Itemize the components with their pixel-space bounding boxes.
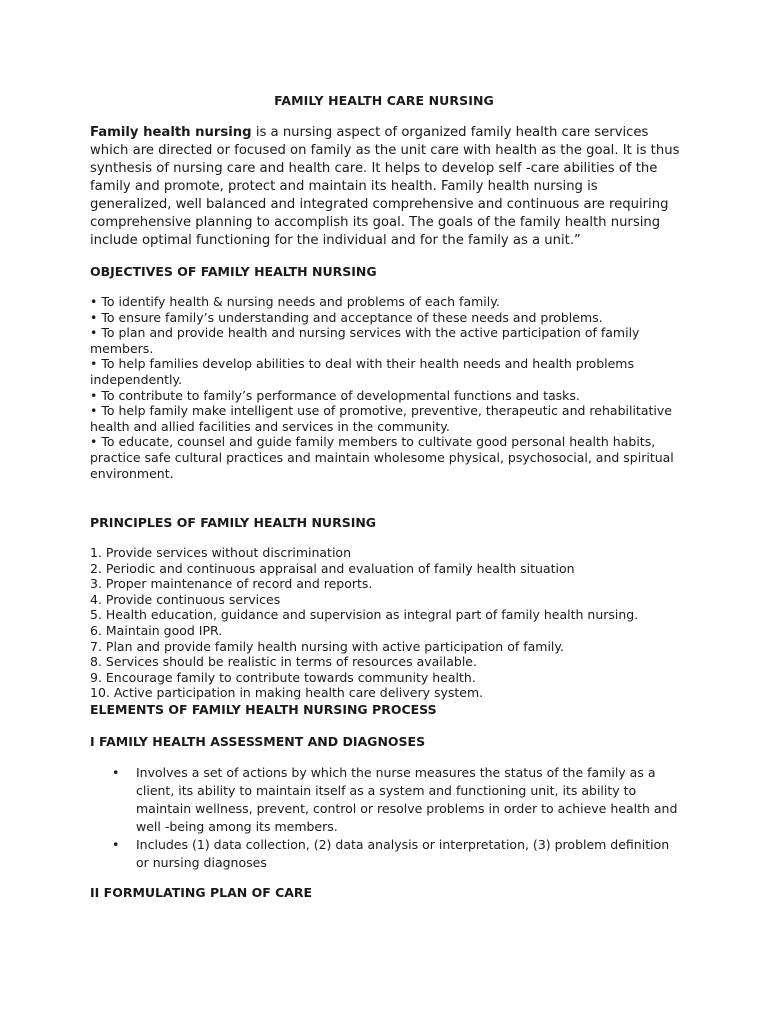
objective-item: • To educate, counsel and guide family members to cultivate good personal health habits, practice safe cultural practices and maintain wholesome physical, psychosocial, and spiritual environment. bbox=[90, 434, 674, 481]
objective-item: • To identify health & nursing needs and problems of each family. bbox=[90, 294, 500, 309]
intro-term: Family health nursing bbox=[90, 125, 252, 140]
bullet-marker: • bbox=[112, 765, 120, 780]
assessment-list bbox=[90, 764, 680, 872]
assessment-heading: I FAMILY HEALTH ASSESSMENT AND DIAGNOSES bbox=[90, 734, 426, 749]
principle-item: 10. Active participation in making health care delivery system. bbox=[90, 685, 484, 701]
principle-item: 3. Proper maintenance of record and reports. bbox=[90, 576, 373, 592]
objective-item: • To contribute to family’s performance of developmental functions and tasks. bbox=[90, 387, 580, 403]
objectives-list bbox=[90, 294, 685, 481]
principle-item: 6. Maintain good IPR. bbox=[90, 622, 223, 638]
intro-text: is a nursing aspect of organized family health care services which are directed or focused on family as the unit care with health as the goal. It is thus synthesis of nursing care and health care. It helps to develop self -care abilities of the family and promote, protect and maintain its health. Family health nursing is generalized, well balanced and integrated comprehensive and continuous are requiring comprehensive planning to accomplish its goal. The goals of the family health nursing include optimal functioning for the individual and for the family as a unit.” bbox=[90, 125, 680, 248]
principle-item: 4. Provide continuous services bbox=[90, 591, 281, 607]
assessment-item bbox=[90, 764, 680, 836]
principle-item: 9. Encourage family to contribute towards community health. bbox=[90, 669, 476, 685]
intro-paragraph bbox=[90, 124, 680, 250]
assessment-item bbox=[90, 836, 680, 872]
assessment-item-text: Involves a set of actions by which the nurse measures the status of the family as a client, its ability to maintain itself as a system and functioning unit, its ability to maintain wellness, prevent, control or resolve problems in order to achieve health and well -being among its members. bbox=[136, 765, 678, 834]
plan-heading: II FORMULATING PLAN OF CARE bbox=[90, 885, 313, 900]
objective-item: • To ensure family’s understanding and acceptance of these needs and problems. bbox=[90, 309, 603, 325]
objective-item: • To help families develop abilities to deal with their health needs and health problems independently. bbox=[90, 356, 634, 387]
principles-list bbox=[90, 545, 685, 701]
elements-heading: ELEMENTS OF FAMILY HEALTH NURSING PROCESS bbox=[90, 702, 437, 717]
objective-item: • To help family make intelligent use of promotive, preventive, therapeutic and rehabilitative health and allied facilities and services in the community. bbox=[90, 403, 672, 434]
assessment-item-text: Includes (1) data collection, (2) data analysis or interpretation, (3) problem definition or nursing diagnoses bbox=[136, 837, 670, 870]
principle-item: 8. Services should be realistic in terms of resources available. bbox=[90, 654, 477, 670]
principle-item: 7. Plan and provide family health nursing with active participation of family. bbox=[90, 638, 564, 654]
document-title: FAMILY HEALTH CARE NURSING bbox=[274, 93, 494, 108]
bullet-marker: • bbox=[112, 837, 120, 852]
objectives-heading: OBJECTIVES OF FAMILY HEALTH NURSING bbox=[90, 264, 377, 279]
principle-item: 1. Provide services without discrimination bbox=[90, 545, 352, 560]
principles-heading: PRINCIPLES OF FAMILY HEALTH NURSING bbox=[90, 515, 377, 530]
principle-item: 5. Health education, guidance and supervision as integral part of family health nursing. bbox=[90, 607, 639, 623]
principle-item: 2. Periodic and continuous appraisal and evaluation of family health situation bbox=[90, 560, 575, 576]
objective-item: • To plan and provide health and nursing services with the active participation of family members. bbox=[90, 325, 640, 356]
